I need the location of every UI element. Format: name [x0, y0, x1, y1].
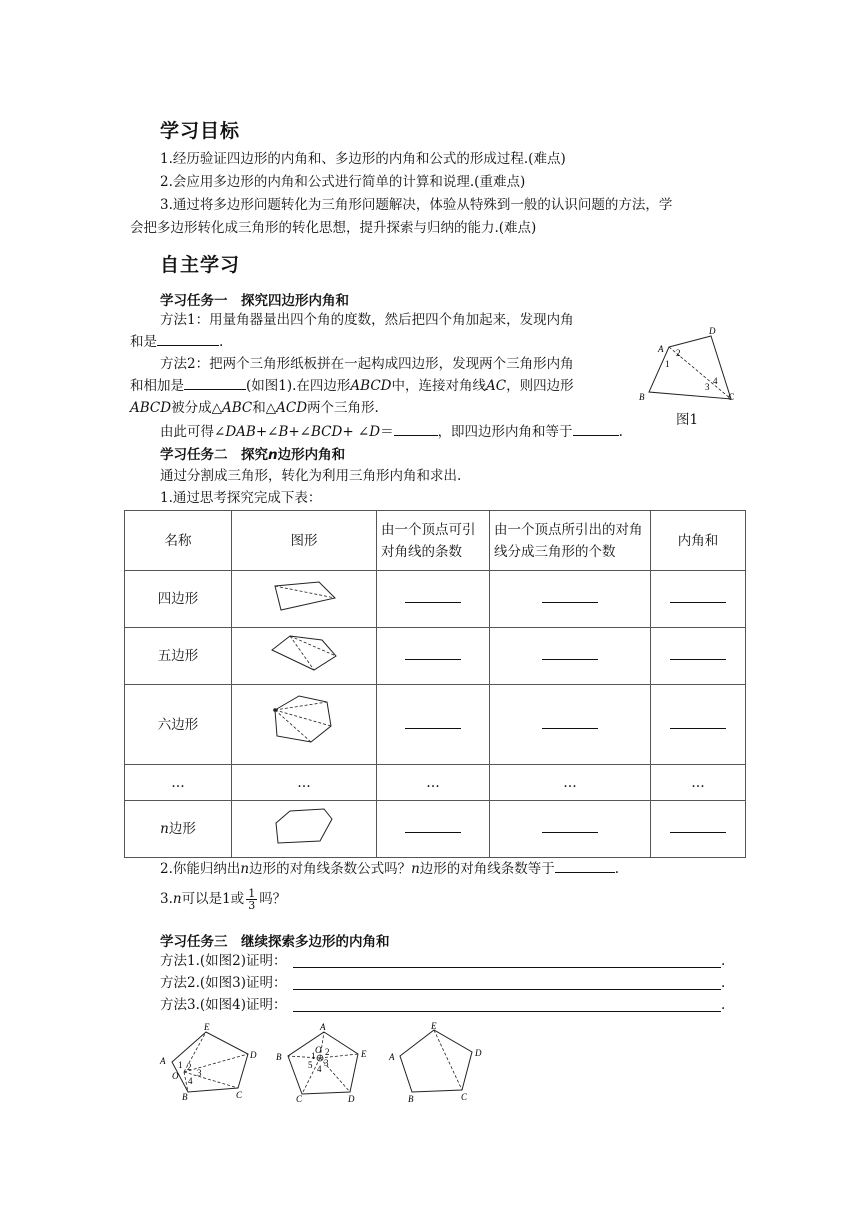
- answer-cell[interactable]: [651, 685, 746, 765]
- svg-text:2: 2: [676, 348, 681, 358]
- figure-4-pentagon: [384, 1022, 494, 1104]
- task1-method2-cont: 和相加是 (如图1).在四边形ABCD中，连接对角线AC，则四边形: [130, 375, 574, 397]
- svg-text:B: B: [182, 1092, 188, 1102]
- task2-question-3: 3.n可以是1或 $\frac{1}{3}$ 吗？: [160, 887, 287, 912]
- blank-answer[interactable]: [573, 421, 619, 436]
- svg-text:B: B: [408, 1094, 414, 1104]
- svg-text:B: B: [276, 1052, 282, 1062]
- label-D: D: [709, 326, 716, 336]
- table-row: … … … … …: [125, 765, 746, 801]
- svg-text:E: E: [431, 1022, 437, 1031]
- answer-cell[interactable]: [651, 628, 746, 685]
- table-row: [125, 628, 746, 685]
- task2-title: 学习任务二 探究n边形内角和: [160, 447, 346, 463]
- svg-text:O: O: [172, 1071, 179, 1081]
- task1-method1: 方法1：用量角器量出四个角的度数，然后把四个角加起来，发现内角: [160, 312, 574, 328]
- goal-1: 1.经历验证四边形的内角和、多边形的内角和公式的形成过程.(难点): [160, 151, 566, 167]
- svg-text:1: 1: [665, 359, 670, 369]
- answer-line[interactable]: [293, 988, 721, 990]
- svg-text:E: E: [361, 1049, 367, 1059]
- blank-answer[interactable]: [394, 421, 438, 436]
- answer-cell[interactable]: [490, 801, 651, 858]
- task1-method2-cont2: ABCD被分成△ABC和△ACD两个三角形.: [130, 400, 379, 416]
- answer-cell[interactable]: [377, 685, 490, 765]
- section-title-goals: 学习目标: [160, 120, 241, 142]
- pentagon-figure: [232, 628, 377, 685]
- answer-cell[interactable]: [651, 801, 746, 858]
- svg-text:A: A: [160, 1056, 166, 1066]
- blank-answer[interactable]: [555, 858, 615, 873]
- svg-text:C: C: [461, 1092, 468, 1102]
- svg-text:5: 5: [308, 1060, 313, 1070]
- task2-intro: 通过分割成三角形，转化为利用三角形内角和求出.: [160, 468, 462, 484]
- task1-conclusion: 由此可得∠DAB+∠B+∠BCD+ ∠D＝ ，即四边形内角和等于 .: [160, 421, 623, 443]
- table-row: [125, 685, 746, 765]
- table-header: 由一个顶点所引出的对角线分成三角形的个数: [490, 511, 651, 571]
- answer-cell[interactable]: [490, 571, 651, 628]
- svg-text:2: 2: [325, 1047, 330, 1057]
- svg-text:2: 2: [187, 1062, 192, 1072]
- answer-line[interactable]: [293, 966, 721, 968]
- answer-cell[interactable]: [490, 685, 651, 765]
- svg-text:A: A: [389, 1052, 395, 1062]
- svg-text:3: 3: [324, 1058, 329, 1068]
- svg-text:4: 4: [188, 1076, 193, 1086]
- answer-cell[interactable]: [490, 628, 651, 685]
- polygon-table: [124, 510, 746, 858]
- figure-1-caption: 图1: [676, 412, 699, 428]
- section-title-self-study: 自主学习: [160, 254, 241, 276]
- hexagon-figure: [232, 685, 377, 765]
- table-header: 由一个顶点可引对角线的条数: [377, 511, 490, 571]
- task1-method1-cont: 和是 .: [130, 331, 223, 353]
- svg-text:4: 4: [713, 376, 718, 386]
- figure-2-pentagon: [156, 1022, 262, 1102]
- quadrilateral-figure: [232, 571, 377, 628]
- task3-method-3: 方法3.(如图4)证明：: [160, 997, 287, 1013]
- row-name: n边形: [125, 801, 232, 858]
- label-A: A: [658, 344, 664, 354]
- label-C: C: [728, 392, 735, 402]
- table-header-row: [125, 511, 746, 571]
- svg-text:D: D: [250, 1050, 257, 1060]
- svg-text:D: D: [475, 1048, 482, 1058]
- svg-text:3: 3: [705, 382, 710, 392]
- task2-question-1: 1.通过思考探究完成下表：: [160, 490, 322, 506]
- task3-title: 学习任务三 继续探索多边形的内角和: [160, 934, 390, 950]
- figure-3-pentagon: [270, 1022, 378, 1104]
- row-name: 五边形: [125, 628, 232, 685]
- task1-method2: 方法2：把两个三角形纸板拼在一起构成四边形，发现两个三角形内角: [160, 356, 574, 372]
- answer-cell[interactable]: [651, 571, 746, 628]
- svg-text:1: 1: [178, 1060, 183, 1070]
- answer-cell[interactable]: [377, 628, 490, 685]
- table-header: 图形: [232, 511, 377, 571]
- task2-question-2: 2.你能归纳出n边形的对角线条数公式吗？n边形的对角线条数等于 .: [160, 858, 619, 880]
- svg-text:C: C: [236, 1090, 243, 1100]
- fraction: $\frac{1}{3}$: [248, 887, 256, 912]
- svg-text:4: 4: [317, 1064, 322, 1074]
- svg-text:E: E: [204, 1022, 210, 1032]
- task3-method-2: 方法2.(如图3)证明：: [160, 975, 287, 991]
- goal-3: 3.通过将多边形问题转化为三角形问题解决，体验从特殊到一般的认识问题的方法，学: [160, 197, 673, 213]
- goal-2: 2.会应用多边形的内角和公式进行简单的计算和说理.(重难点): [160, 174, 526, 190]
- table-header: 名称: [125, 511, 232, 571]
- table-row: [125, 571, 746, 628]
- goal-3-cont: 会把多边形转化成三角形的转化思想，提升探索与归纳的能力.(难点): [130, 220, 537, 236]
- label-B: B: [639, 392, 645, 402]
- row-name: 六边形: [125, 685, 232, 765]
- table-header: 内角和: [651, 511, 746, 571]
- table-row: [125, 801, 746, 858]
- svg-text:1: 1: [311, 1051, 316, 1061]
- row-name: 四边形: [125, 571, 232, 628]
- blank-answer[interactable]: [157, 331, 219, 346]
- task3-method-1: 方法1.(如图2)证明：: [160, 953, 287, 969]
- svg-text:C: C: [296, 1094, 303, 1104]
- svg-text:D: D: [348, 1094, 355, 1104]
- n-gon-figure: [232, 801, 377, 858]
- figure-1-quadrilateral: [636, 322, 746, 406]
- blank-answer[interactable]: [184, 375, 246, 390]
- svg-text:O: O: [315, 1045, 322, 1055]
- svg-text:A: A: [320, 1022, 326, 1032]
- answer-line[interactable]: [293, 1010, 721, 1012]
- answer-cell[interactable]: [377, 571, 490, 628]
- svg-text:3: 3: [197, 1068, 202, 1078]
- answer-cell[interactable]: [377, 801, 490, 858]
- task1-title: 学习任务一 探究四边形内角和: [160, 293, 349, 309]
